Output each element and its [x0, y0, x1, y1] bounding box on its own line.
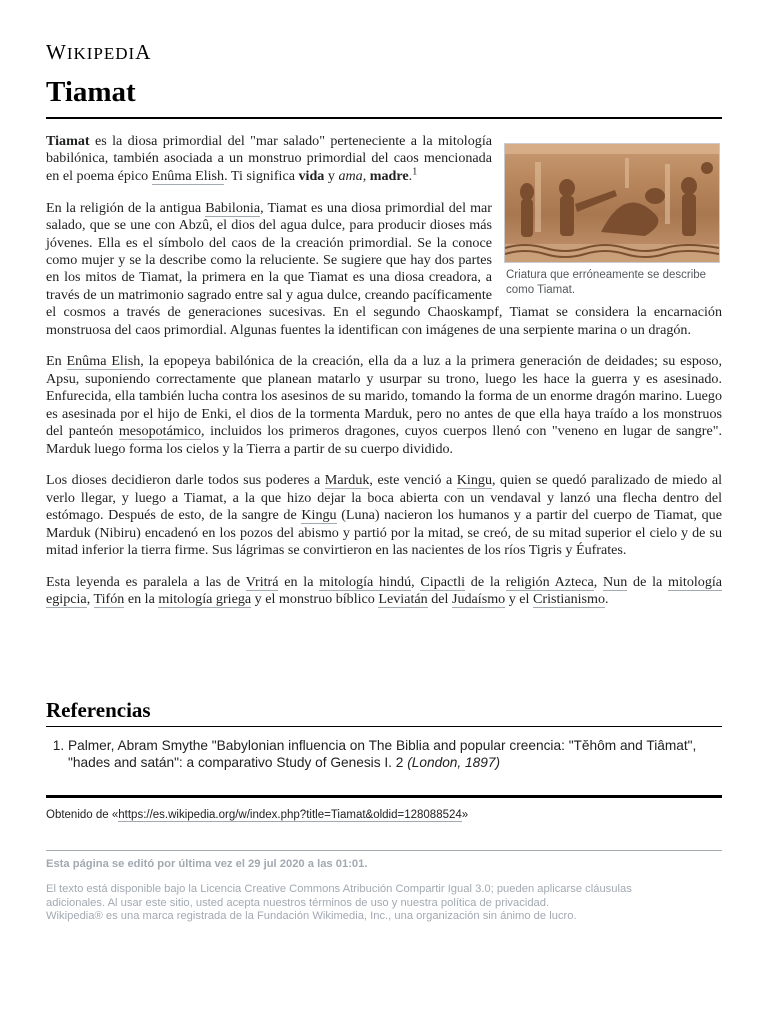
- link-cipactli[interactable]: Cipactli: [420, 573, 466, 590]
- link-religion-azteca[interactable]: religión Azteca: [505, 573, 594, 590]
- text-run: ,: [411, 573, 421, 590]
- link-mitologia-egipcia[interactable]: mitología egipcia: [46, 573, 723, 608]
- italic-ama: ama: [338, 167, 363, 184]
- text-run: . Ti significa: [224, 167, 299, 184]
- link-enuma-elish[interactable]: Enûma Elish: [151, 167, 225, 184]
- text-run: .: [605, 591, 609, 608]
- cylinder-seal-relief-icon: [505, 144, 719, 262]
- link-kingu[interactable]: Kingu: [456, 472, 492, 489]
- retrieved-from: [46, 809, 468, 821]
- link-enuma-elish-2[interactable]: Enûma Elish: [66, 353, 141, 370]
- wordmark-middle: IKIPEDI: [66, 44, 136, 63]
- permanent-link[interactable]: https://es.wikipedia.org/w/index.php?title=Tiamat&oldid=128088524: [118, 809, 462, 821]
- text-run: , la epopeya babilónica de la creación, ella da a luz a la primera generación de deidades; su esposo, Apsu, suponiendo correctamente que planean matarlo y usurpar su trono, luego les hace la guerra y es asesinado. Enfurecida, ella también lucha contra los asesinos de su marido, tomando la forma de un enorme dragón marino. Luego es asesinada por el hijo de Enki, el dios de la tormenta Marduk, pero no antes de que ella haya traído a los monstruos del panteón: [46, 353, 722, 440]
- link-vritra[interactable]: Vritrá: [245, 573, 279, 590]
- subject-bold: Tiamat: [46, 133, 90, 149]
- references-list: [46, 738, 720, 771]
- text-run: , Tiamat es una diosa primordial del mar salado, que se une con Abzû, el dios del agua dulce, para producir dioses más jóvenes. Ella es el símbolo del caos de la creación primordial. Se la conoce como mujer y se la describe como la reluciente. Se sugiere que hay dos partes en los mitos de Tiamat, la primera en la que Tiamat es una diosa creadora, a través de un matrimonio sagrado entre sal y agua dulce, creando pacíficamente el cosmos a través de generaciones sucesivas. En el segundo Chaoskampf, Tiamat se considera la encarnación monstruosa del caos primordial. Algunas fuentes la identifican con imágenes de una serpiente marina o un dragón.: [46, 199, 722, 338]
- text-run: en la: [124, 591, 159, 608]
- paragraph-marduk: [46, 472, 722, 559]
- text-run: (Luna) nacieron los humanos y a partir del cuerpo de Tiamat, que Marduk (Nibiru) encadenó en los pozos del abismo y partió por la mitad, se creó, de su mitad superior el cielo y de su mitad inferior la tierra firme. Sus lágrimas se convirtieron en las nacientes de los ríos Tigris y Éufrates.: [46, 507, 722, 559]
- text-run: ,: [86, 591, 94, 608]
- text-run: y: [324, 167, 339, 184]
- text-run: , quien se quedó paralizado de miedo al verlo llegar, y luego a Tiamat, a la que hizo dejar la boca abierta con un vendaval y lanzó una flecha dentro del estómago. Después de esto, de la sangre de: [46, 472, 722, 524]
- page-title: Tiamat: [46, 76, 136, 108]
- text-run: En la religión de la antigua: [46, 199, 206, 216]
- retrieved-prefix: Obtenido de «: [46, 809, 119, 821]
- text-run: ,: [362, 167, 370, 184]
- link-marduk[interactable]: Marduk: [324, 472, 370, 489]
- license-line: El texto está disponible bajo la Licencia Creative Commons Atribución Compartir Igual 3.0; pueden aplicarse cláusulas: [46, 883, 632, 895]
- text-run: Los dioses decidieron darle todos sus poderes a: [46, 472, 325, 489]
- wordmark-last: A: [135, 40, 152, 64]
- text-run: , este venció a: [369, 472, 457, 489]
- references-divider: [46, 726, 722, 727]
- wordmark-first: W: [46, 40, 67, 64]
- link-judaismo[interactable]: Judaísmo: [451, 591, 506, 608]
- reference-italic: (London, 1897): [407, 754, 501, 770]
- link-tifon[interactable]: Tifón: [93, 591, 125, 608]
- text-run: de la: [465, 573, 506, 590]
- text-run: es la diosa primordial del "mar salado" perteneciente a la mitología babilónica, también asociada a un monstruo primordial del caos mencionada en el poema épico: [46, 133, 492, 184]
- text-run: .: [408, 167, 413, 184]
- link-babilonia[interactable]: Babilonia: [205, 199, 261, 216]
- footer-divider: [46, 850, 722, 851]
- link-mitologia-hindu[interactable]: mitología hindú: [319, 573, 412, 590]
- references-heading: Referencias: [46, 698, 151, 722]
- link-mitologia-griega[interactable]: mitología griega: [158, 591, 252, 608]
- article-figure: [504, 143, 722, 298]
- text-run: del: [427, 591, 452, 608]
- paragraph-enuma-elish: [46, 353, 722, 457]
- link-cristianismo[interactable]: Cristianismo: [533, 591, 606, 608]
- reference-text: Palmer, Abram Smythe "Babylonian influencia on The Biblia and popular creencia: "Tĕhôm and Tiâmat", "hades and satán": a comparativo Study of Genesis I. 2: [68, 738, 697, 770]
- retrieved-suffix: »: [461, 809, 469, 821]
- license-line: Wikipedia® es una marca registrada de la Fundación Wikimedia, Inc., una organización sin ánimo de lucro.: [46, 910, 577, 923]
- article-body: [46, 133, 722, 623]
- figure-caption: Criatura que erróneamente se describe como Tiamat.: [506, 269, 707, 296]
- text-run: , incluidos los primeros dragones, cuyos cuerpos llenó con "veneno en lugar de sangre". Marduk luego forma los cielos y la Tierra a partir de su cuerpo dividido.: [46, 423, 722, 457]
- reference-item: [68, 738, 720, 771]
- reference-link-1[interactable]: 1: [412, 166, 418, 178]
- text-run: en la: [278, 573, 320, 590]
- link-kingu-2[interactable]: Kingu: [301, 507, 337, 524]
- title-divider: [46, 117, 722, 119]
- bold-vida: vida: [298, 167, 325, 184]
- last-modified: Esta página se editó por última vez el 29 jul 2020 a las 01:01.: [46, 858, 368, 870]
- license-text: [46, 883, 722, 924]
- link-nun[interactable]: Nun: [603, 573, 628, 590]
- paragraph-parallels: [46, 574, 722, 609]
- text-run: En: [46, 353, 67, 370]
- content-end-divider: [46, 795, 722, 798]
- license-line: adicionales. Al usar este sitio, usted acepta nuestros términos de uso y nuestra política de privacidad.: [46, 896, 550, 909]
- text-run: de la: [627, 573, 669, 590]
- bold-madre: madre: [369, 167, 409, 184]
- wikipedia-wordmark[interactable]: [46, 40, 151, 65]
- text-run: Esta leyenda es paralela a las de: [46, 573, 246, 590]
- text-run: ,: [593, 573, 603, 590]
- figure-image[interactable]: [504, 143, 720, 263]
- text-run: y el monstruo bíblico: [251, 591, 379, 608]
- link-leviatan[interactable]: Leviatán: [378, 591, 428, 608]
- text-run: y el: [505, 591, 533, 608]
- link-mesopotamico[interactable]: mesopotámico: [118, 423, 202, 440]
